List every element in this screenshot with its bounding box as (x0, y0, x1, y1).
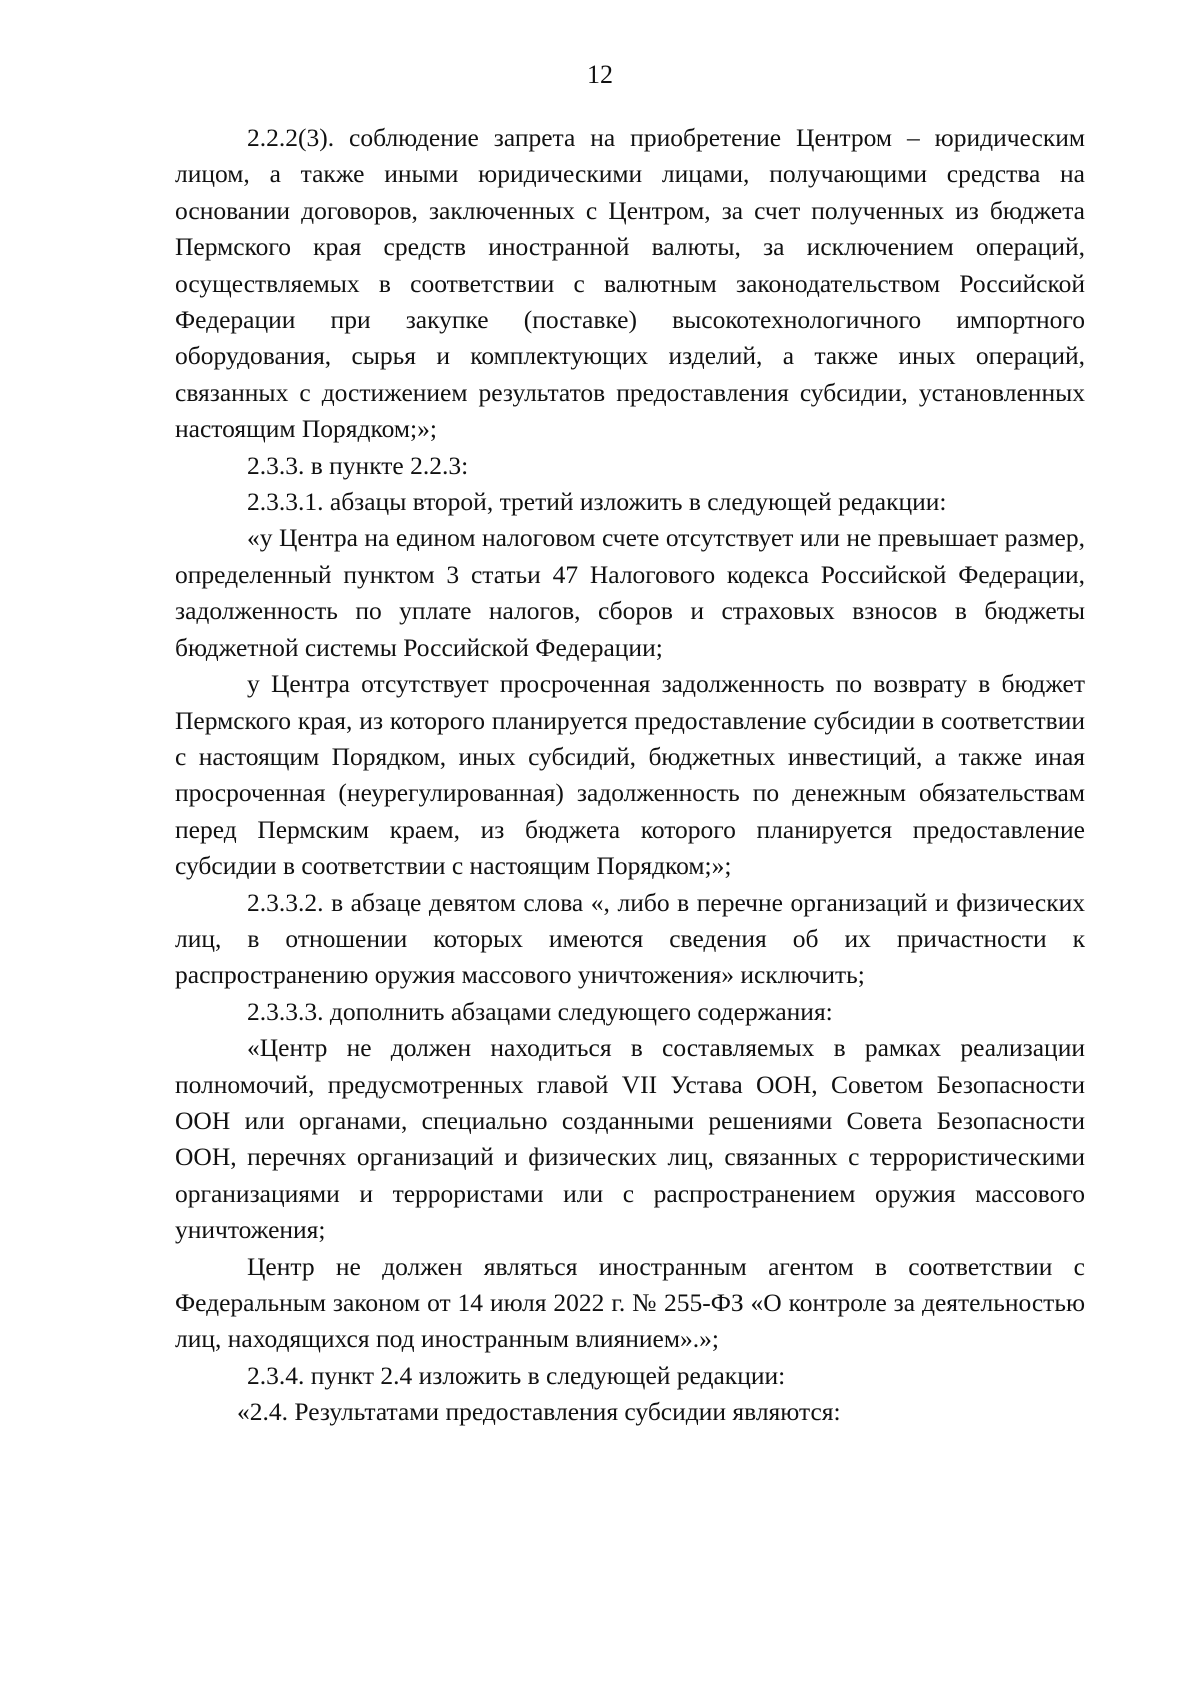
paragraph-2-4-results: «2.4. Результатами предоставления субсидии являются: (237, 1397, 841, 1427)
paragraph-overdue-debt: у Центра отсутствует просроченная задолженность по возврату в бюджет Пермского края, из которого планируется предоставление субсидии в соответствии с настоящим Порядком, иных субсидий, бюджетных инвестиций, а также иная просроченная (неурегулированная) задолженность по денежным обязательствам перед Пермским краем, из бюджета которого планируется предоставление субсидии в соответствии с настоящим Порядком;»; (175, 669, 1085, 881)
page-number: 12 (587, 60, 613, 89)
document-body (175, 120, 1085, 1431)
paragraph-quote-un-lists: «Центр не должен находиться в составляемых в рамках реализации полномочий, предусмотренных главой VII Устава ООН, Советом Безопасности ООН или органами, специально созданными решениями Совета Безопасности ООН, перечнях организаций и физических лиц, связанных с террористическими организациями и террористами или с распространением оружия массового уничтожения; (175, 1033, 1085, 1245)
paragraph-2-3-3-1: 2.3.3.1. абзацы второй, третий изложить в следующей редакции: (247, 487, 947, 517)
paragraph-2-3-4: 2.3.4. пункт 2.4 изложить в следующей редакции: (247, 1360, 786, 1390)
paragraph-2-3-3-3: 2.3.3.3. дополнить абзацами следующего содержания: (247, 996, 833, 1026)
paragraph-2-2-2-3: 2.2.2(3). соблюдение запрета на приобретение Центром – юридическим лицом, а также иными юридическими лицами, получающими средства на основании договоров, заключенных с Центром, за счет полученных из бюджета Пермского края средств иностранной валюты, за исключением операций, осуществляемых в соответствии с валютным законодательством Российской Федерации при закупке (поставке) высокотехнологичного импортного оборудования, сырья и комплектующих изделий, а также иных операций, связанных с достижением результатов предоставления субсидии, установленных настоящим Порядком;»; (175, 123, 1085, 444)
paragraph-quote-tax-debt: «у Центра на едином налоговом счете отсутствует или не превышает размер, определенный пунктом 3 статьи 47 Налогового кодекса Российской Федерации, задолженность по уплате налогов, сборов и страховых взносов в бюджеты бюджетной системы Российской Федерации; (175, 523, 1085, 662)
paragraph-2-3-3-2: 2.3.3.2. в абзаце девятом слова «, либо в перечне организаций и физических лиц, в отношении которых имеются сведения об их причастности к распространению оружия массового уничтожения» исключить; (175, 887, 1085, 990)
paragraph-2-3-3: 2.3.3. в пункте 2.2.3: (247, 450, 469, 480)
paragraph-foreign-agent: Центр не должен являться иностранным агентом в соответствии с Федеральным законом от 14 июля 2022 г. № 255-ФЗ «О контроле за деятельностью лиц, находящихся под иностранным влиянием».»; (175, 1251, 1085, 1354)
